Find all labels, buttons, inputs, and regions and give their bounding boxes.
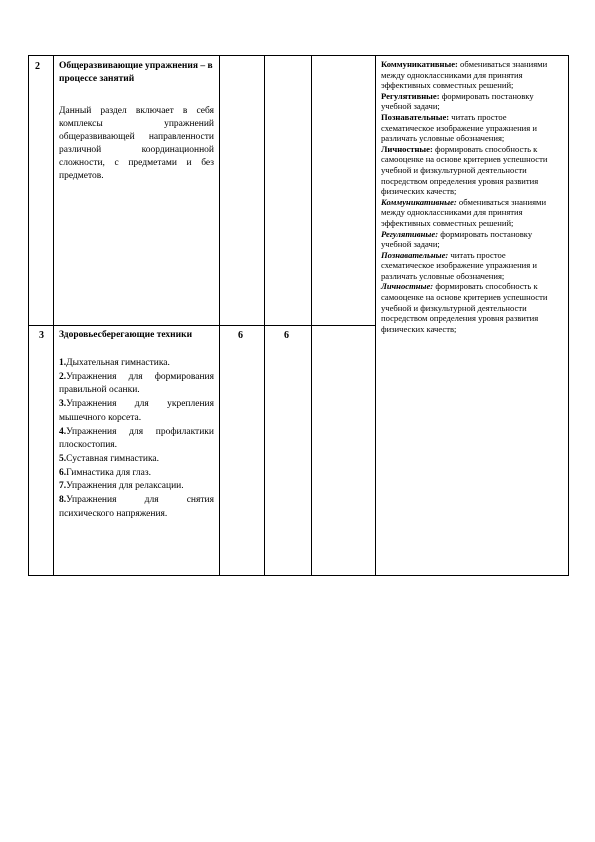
row-divider <box>29 325 375 326</box>
hours-value: 6 <box>284 330 289 341</box>
exercise-list <box>59 357 214 521</box>
section-title: Здоровьесберегающие техники <box>59 330 193 340</box>
list-item: 5.Суставная гимнастика. <box>59 453 160 464</box>
curriculum-table <box>28 55 569 576</box>
list-item: 2.Упражнения для формирования правильной осанки. <box>59 371 214 396</box>
list-item: 6.Гимнастика для глаз. <box>59 467 151 478</box>
column-divider <box>375 56 376 575</box>
list-item: 7.Упражнения для релаксации. <box>59 481 184 492</box>
row-number: 2 <box>35 61 40 72</box>
list-item: 1.Дыхательная гимнастика. <box>59 358 170 368</box>
communicative-outcome: Коммуникативные: обмениваться знаниями между одноклассниками для принятия эффективных совместных решений; <box>381 59 548 91</box>
list-item: 8.Упражнения для снятия психического напряжения. <box>59 495 214 519</box>
row-number: 3 <box>39 330 44 341</box>
hours-value: 6 <box>238 330 243 341</box>
list-item: 4.Упражнения для профилактики плоскостопия. <box>59 426 214 451</box>
regulative-outcome: Регулятивные: формировать постановку учебной задачи; <box>381 90 534 112</box>
column-divider <box>311 56 312 575</box>
column-divider <box>264 56 265 575</box>
column-divider <box>53 56 54 575</box>
communicative-outcome: Коммуникативные: обмениваться знаниями между одноклассниками для принятия эффективных совместных решений; <box>381 196 547 228</box>
regulative-outcome: Регулятивные: формировать постановку учебной задачи; <box>381 228 533 250</box>
section-description: Данный раздел включает в себя комплексы упражнений общеразвивающей направленности различной координационной сложности, с предметами и без предметов. <box>59 106 214 181</box>
learning-outcomes <box>381 59 559 334</box>
cognitive-outcome: Познавательные: читать простое схематическое изображение упражнения и различать условные обозначения; <box>381 249 537 281</box>
section-title: Общеразвивающие упражнения – в процессе занятий <box>59 61 213 84</box>
personal-outcome: Личностные: формировать способность к самооценке на основе критериев успешности учебной и физкультурной деятельности посредством определения уровня развития физических качеств; <box>381 281 548 334</box>
list-item: 3.Упражнения для укрепления мышечного корсета. <box>59 399 214 423</box>
column-divider <box>219 56 220 575</box>
cognitive-outcome: Познавательные: читать простое схематическое изображение упражнения и различать условные обозначения; <box>381 111 537 144</box>
personal-outcome: Личностные: формировать способность к самооценке на основе критериев успешности учебной и физкультурной деятельности посредством определения уровня развития физических качеств; <box>381 143 548 197</box>
